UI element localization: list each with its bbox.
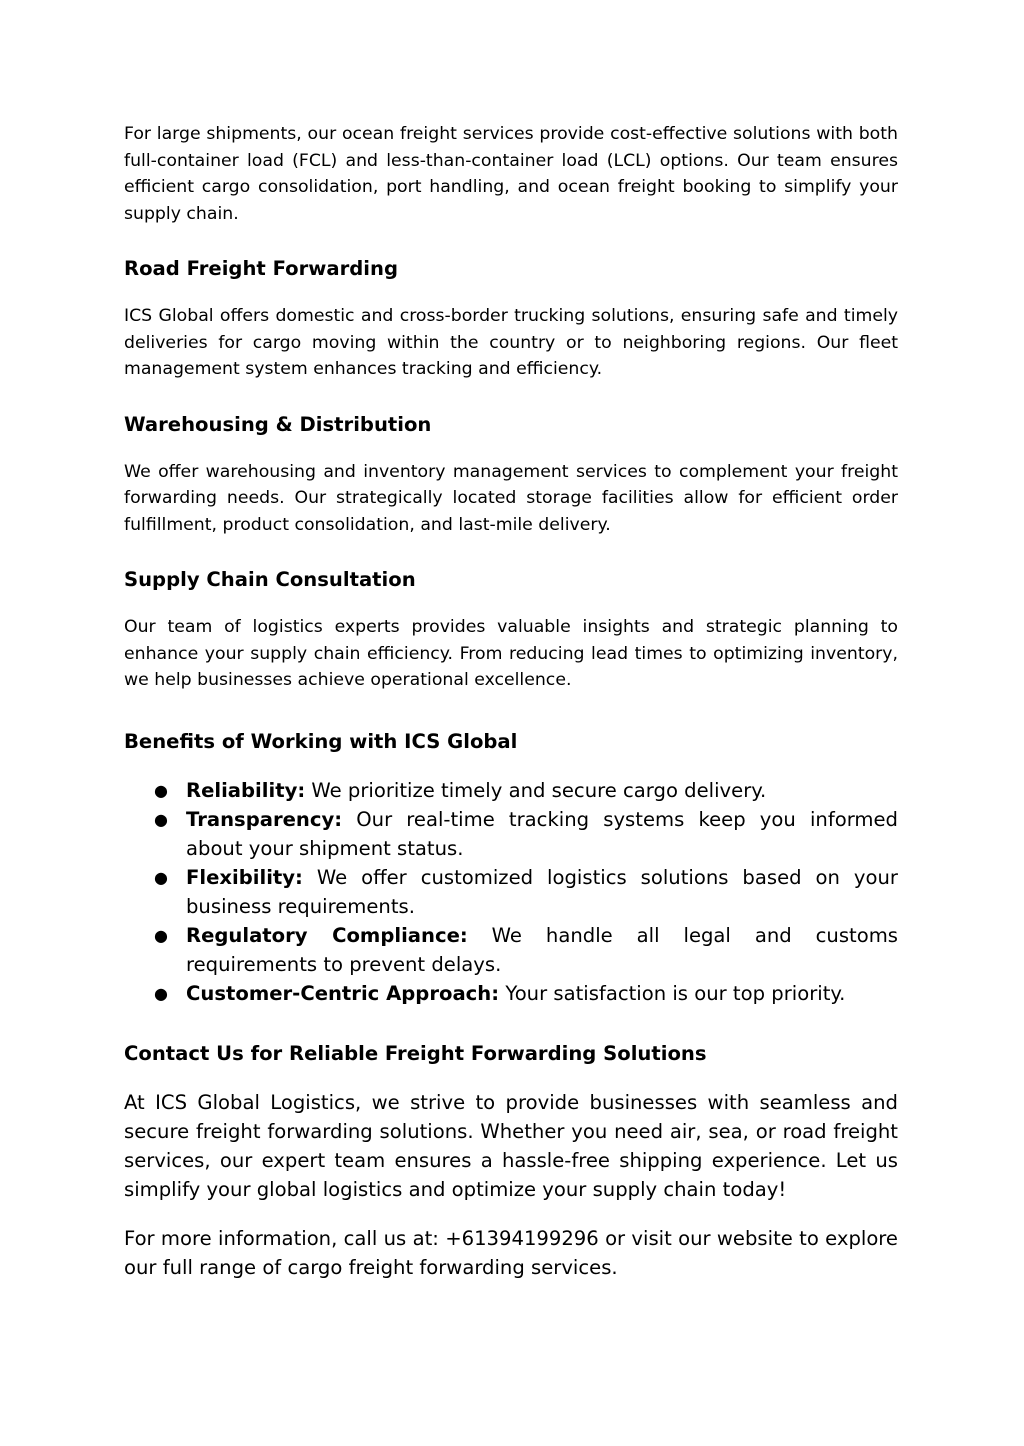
benefit-text: We handle all legal and customs requirements to prevent delays. <box>186 923 899 976</box>
benefit-label: Flexibility: <box>186 865 303 889</box>
benefit-label: Reliability: <box>186 778 306 802</box>
benefit-text: We offer customized logistics solutions based on your business requirements. <box>186 865 898 918</box>
bullet-icon: ● <box>154 780 168 800</box>
contact-paragraph-2: For more information, call us at: +61394199296 or visit our website to explore our full range of cargo freight forwarding services. <box>124 1226 898 1279</box>
contact-heading: Contact Us for Reliable Freight Forwarding Solutions <box>124 1041 707 1065</box>
benefit-item-customer-centric <box>124 979 898 1008</box>
benefit-item-regulatory-compliance <box>124 921 898 979</box>
intro-paragraph: For large shipments, our ocean freight services provide cost-effective solutions with both full-container load (FCL) and less-than-container load (LCL) options. Our team ensures efficient cargo consolidation, port handling, and ocean freight booking to simplify your supply chain. <box>124 124 898 224</box>
benefit-text: Our real-time tracking systems keep you informed about your shipment status. <box>186 807 898 860</box>
section-heading-supply-chain: Supply Chain Consultation <box>124 568 416 591</box>
benefit-item-reliability <box>124 776 898 805</box>
section-heading-warehousing: Warehousing & Distribution <box>124 412 432 436</box>
benefit-text: Your satisfaction is our top priority. <box>499 981 846 1005</box>
document-page <box>124 121 898 1282</box>
section-body-supply-chain: Our team of logistics experts provides valuable insights and strategic planning to enhance your supply chain efficiency. From reducing lead times to optimizing inventory, we help businesses achieve operational excellence. <box>124 617 898 690</box>
benefits-list <box>124 776 898 1008</box>
contact-paragraph-1: At ICS Global Logistics, we strive to provide businesses with seamless and secure freight forwarding solutions. Whether you need air, sea, or road freight services, our expert team ensures a hassle-free shipping experience. Let us simplify your global logistics and optimize your supply chain today! <box>124 1090 898 1201</box>
benefit-label: Transparency: <box>186 807 343 831</box>
bullet-icon: ● <box>154 809 168 829</box>
bullet-icon: ● <box>154 867 168 887</box>
benefits-heading: Benefits of Working with ICS Global <box>124 729 518 753</box>
benefit-label: Customer-Centric Approach: <box>186 981 500 1005</box>
benefit-text: We prioritize timely and secure cargo delivery. <box>305 778 767 802</box>
section-body-warehousing: We offer warehousing and inventory management services to complement your freight forwarding needs. Our strategically located storage facilities allow for efficient order fulfillment, product consolidation, and last-mile delivery. <box>124 461 898 535</box>
bullet-icon: ● <box>154 983 168 1003</box>
benefit-item-flexibility <box>124 863 898 921</box>
section-body-road-freight: ICS Global offers domestic and cross-border trucking solutions, ensuring safe and timely deliveries for cargo moving within the country or to neighboring regions. Our fleet management system enhances tracking and efficiency. <box>124 306 898 379</box>
section-heading-road-freight: Road Freight Forwarding <box>124 257 398 280</box>
bullet-icon: ● <box>154 925 168 945</box>
benefit-label: Regulatory Compliance: <box>186 923 468 947</box>
benefit-item-transparency <box>124 805 898 863</box>
